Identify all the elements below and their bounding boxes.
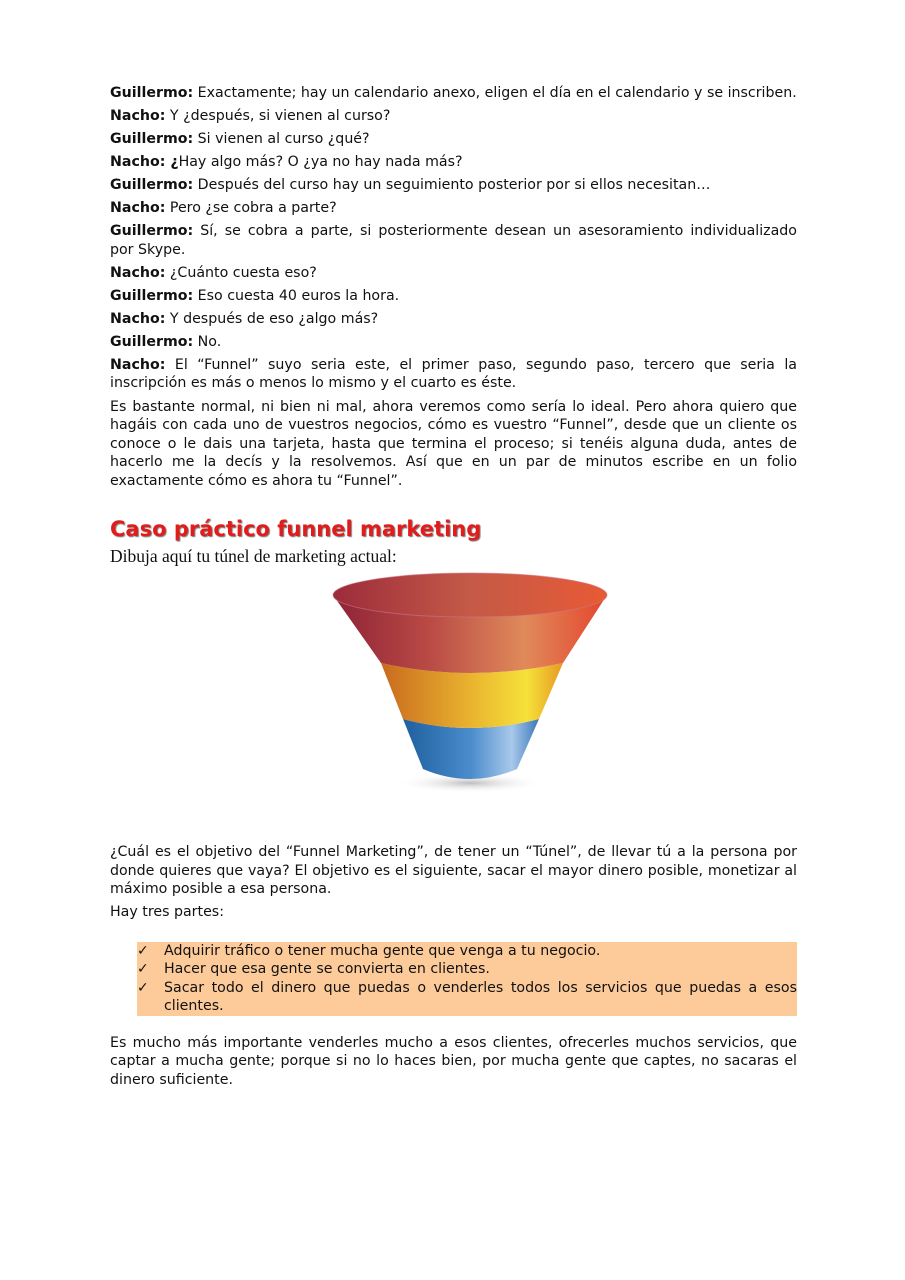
parts-list — [137, 942, 797, 1016]
dialogue-line — [110, 264, 797, 283]
dialogue-text: Después del curso hay un seguimiento posterior por si ellos necesitan… — [193, 177, 711, 193]
funnel-caption: Dibuja aquí tu túnel de marketing actual: — [110, 546, 397, 566]
dialogue-line — [110, 199, 797, 218]
list-item — [137, 960, 797, 979]
parts-intro: Hay tres partes: — [110, 904, 224, 920]
list-item-text: Adquirir tráfico o tener mucha gente que venga a tu negocio. — [164, 942, 601, 959]
list-item — [137, 979, 797, 1016]
dialogue-line — [110, 310, 797, 329]
list-item — [137, 942, 797, 961]
dialogue-line — [110, 176, 797, 195]
funnel-image — [325, 571, 615, 796]
dialogue-text: Sí, se cobra a parte, si posteriormente desean un asesoramiento individualizado por Skype. — [110, 223, 797, 258]
dialogue-text: Si vienen al curso ¿qué? — [193, 131, 370, 147]
paragraph-final: Es mucho más importante venderles mucho a esos clientes, ofrecerles muchos servicios, que captar a mucha gente; porque si no lo haces bien, por mucha gente que captes, no sacaras el dinero suficiente. — [110, 1034, 797, 1088]
dialogue-line — [110, 107, 797, 126]
checkmark-icon: ✓ — [137, 979, 149, 996]
dialogue-line — [110, 130, 797, 149]
dialogue-text: Y ¿después, si vienen al curso? — [165, 108, 391, 124]
speaker-name: Guillermo: — [110, 131, 194, 147]
dialogue-line — [110, 84, 797, 103]
dialogue — [110, 84, 797, 393]
dialogue-line — [110, 287, 797, 306]
dialogue-line — [110, 222, 797, 259]
dialogue-line — [110, 356, 797, 393]
funnel-band-bottom — [403, 719, 539, 779]
dialogue-line — [110, 153, 797, 172]
speaker-name: Nacho: — [110, 108, 166, 124]
list-item-text: Sacar todo el dinero que puedas o venderles todos los servicios que puedas a esos clientes. — [164, 979, 797, 1014]
paragraph-ideal: Es bastante normal, ni bien ni mal, ahora veremos como sería lo ideal. Pero ahora quiero que hagáis con cada uno de vuestros negocios, cómo es vuestro “Funnel”, desde que un cliente os conoce o le dais una tarjeta, hasta que termina el proceso; si tenéis alguna duda, antes de hacerlo me la decís y la resolvemos. Así que en un par de minutos escribe en un folio exactamente cómo es ahora tu “Funnel”. — [110, 398, 797, 489]
dialogue-text: El “Funnel” suyo seria este, el primer paso, segundo paso, tercero que seria la inscripción es más o menos lo mismo y el cuarto es éste. — [110, 356, 797, 391]
funnel-figure — [110, 571, 797, 801]
dialogue-text: Hay algo más? O ¿ya no hay nada más? — [178, 154, 463, 170]
speaker-name: Guillermo: — [110, 223, 194, 239]
dialogue-text: ¿Cuánto cuesta eso? — [165, 264, 317, 281]
checkmark-icon: ✓ — [137, 961, 149, 977]
speaker-name: Nacho: — [110, 200, 166, 216]
dialogue-text: Pero ¿se cobra a parte? — [165, 200, 337, 216]
dialogue-text: No. — [193, 333, 222, 350]
speaker-name: Guillermo: — [110, 177, 194, 193]
section-title: Caso práctico funnel marketing — [110, 517, 482, 541]
speaker-name: Nacho: — [110, 310, 166, 327]
list-item-text: Hacer que esa gente se convierta en clientes. — [164, 961, 490, 977]
dialogue-text: Y después de eso ¿algo más? — [165, 310, 379, 327]
dialogue-text: Exactamente; hay un calendario anexo, eligen el día en el calendario y se inscriben. — [193, 85, 797, 101]
speaker-name: Guillermo: — [110, 333, 194, 350]
speaker-name: Nacho: — [110, 356, 166, 373]
document-page — [110, 84, 797, 1094]
speaker-name: Guillermo: — [110, 287, 194, 304]
paragraph-objective: ¿Cuál es el objetivo del “Funnel Marketing”, de tener un “Túnel”, de llevar tú a la persona por donde quieres que vaya? El objetivo es el siguiente, sacar el mayor dinero posible, monetizar al máximo posible a esa persona. — [110, 844, 797, 897]
speaker-name: Nacho: ¿ — [110, 154, 179, 170]
speaker-name: Nacho: — [110, 264, 166, 281]
dialogue-text: Eso cuesta 40 euros la hora. — [193, 287, 400, 304]
checkmark-icon: ✓ — [137, 942, 149, 959]
dialogue-line — [110, 333, 797, 352]
speaker-name: Guillermo: — [110, 85, 194, 101]
